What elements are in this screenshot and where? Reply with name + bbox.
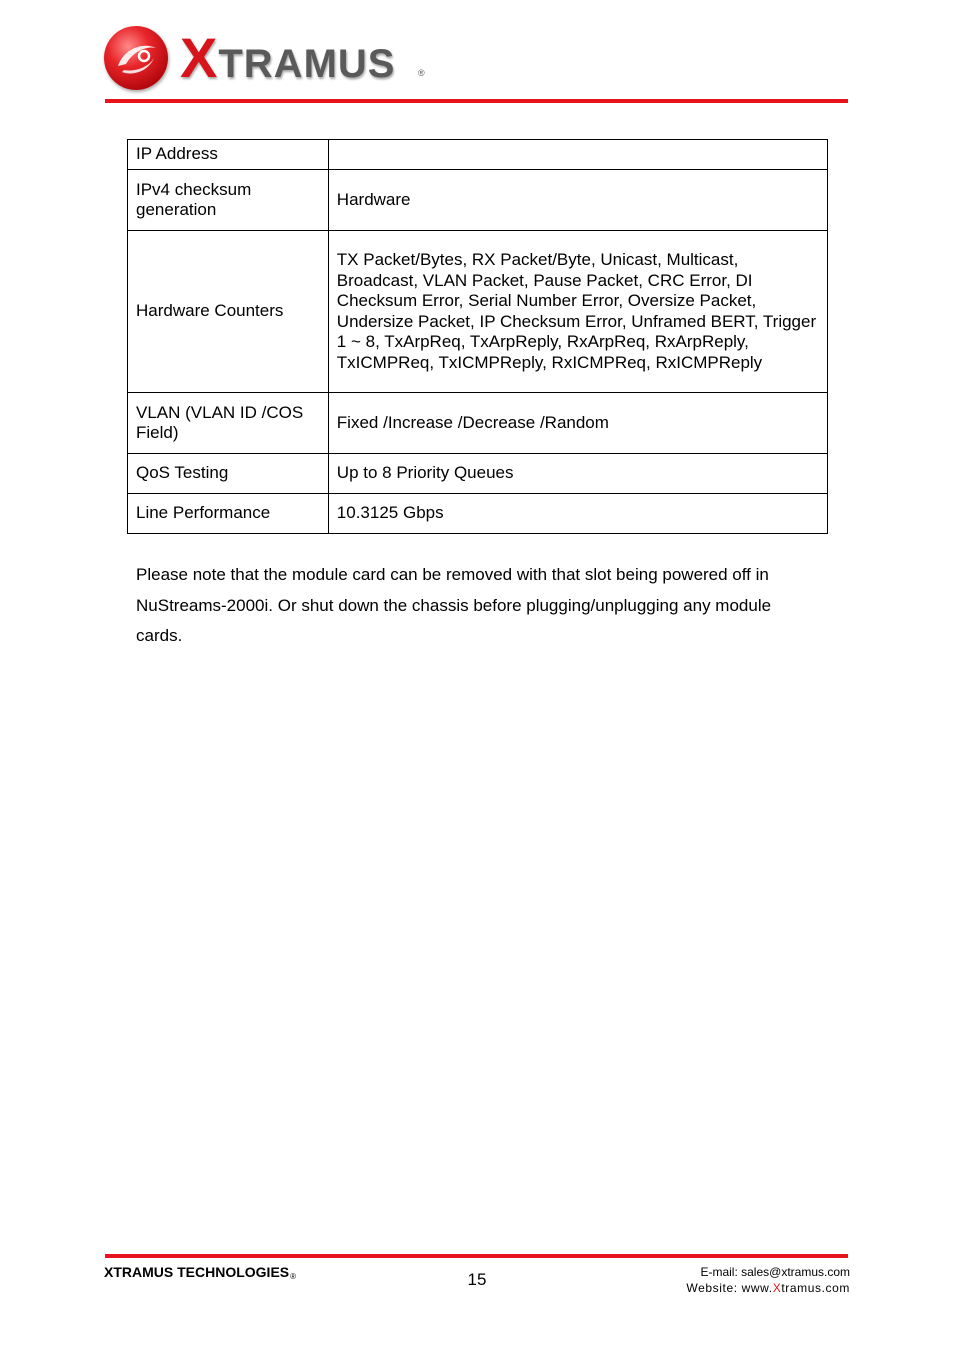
- row-value: TX Packet/Bytes, RX Packet/Byte, Unicast, Multicast, Broadcast, VLAN Packet, Pause Packet, CRC Error, DI Checksum Error, Serial Number Error, Oversize Packet, Undersize Packet, IP Checksum Error, Unframed BERT, Trigger 1 ~ 8, TxArpReq, TxArpReply, RxArpReq, RxArpReply, TxICMPReq, TxICMPReply, RxICMPReq, RxICMPReply: [328, 231, 827, 393]
- row-label: VLAN (VLAN ID /COS Field): [128, 393, 329, 454]
- table-row: [128, 170, 828, 231]
- table-row: [128, 393, 828, 454]
- footer-email: E-mail: sales@xtramus.com: [700, 1265, 850, 1279]
- row-label: Hardware Counters: [128, 231, 329, 393]
- row-label: Line Performance: [128, 494, 329, 534]
- table-row: [128, 231, 828, 393]
- row-label: IPv4 checksum generation: [128, 170, 329, 231]
- row-value: [328, 140, 827, 170]
- row-value: 10.3125 Gbps: [328, 494, 827, 534]
- module-card-note: Please note that the module card can be removed with that slot being powered off in NuStreams-2000i. Or shut down the chassis before plugging/unplugging any module cards.: [136, 565, 772, 645]
- company-name: XTRAMUS TECHNOLOGIES: [104, 1264, 290, 1280]
- table-row: [128, 140, 828, 170]
- company-registered-mark: ®: [290, 1272, 297, 1281]
- logo-wordmark: XTRAMUS: [180, 26, 396, 89]
- website-suffix: tramus.com: [781, 1281, 850, 1295]
- row-label: QoS Testing: [128, 454, 329, 494]
- specs-table: [127, 139, 828, 534]
- website-prefix: Website: www.: [686, 1281, 773, 1295]
- row-label: IP Address: [128, 140, 329, 170]
- row-value: Hardware: [328, 170, 827, 231]
- footer-divider: [105, 1254, 848, 1258]
- page-number: 15: [467, 1270, 487, 1289]
- row-value: Up to 8 Priority Queues: [328, 454, 827, 494]
- footer-website: [686, 1281, 850, 1295]
- xtramus-logo: [104, 24, 434, 96]
- logo-swirl-icon: [104, 26, 168, 90]
- table-row: [128, 494, 828, 534]
- logo-registered-mark: ®: [418, 68, 425, 78]
- table-row: [128, 454, 828, 494]
- row-value: Fixed /Increase /Decrease /Random: [328, 393, 827, 454]
- header-divider: [105, 99, 848, 103]
- website-x: X: [772, 1281, 782, 1295]
